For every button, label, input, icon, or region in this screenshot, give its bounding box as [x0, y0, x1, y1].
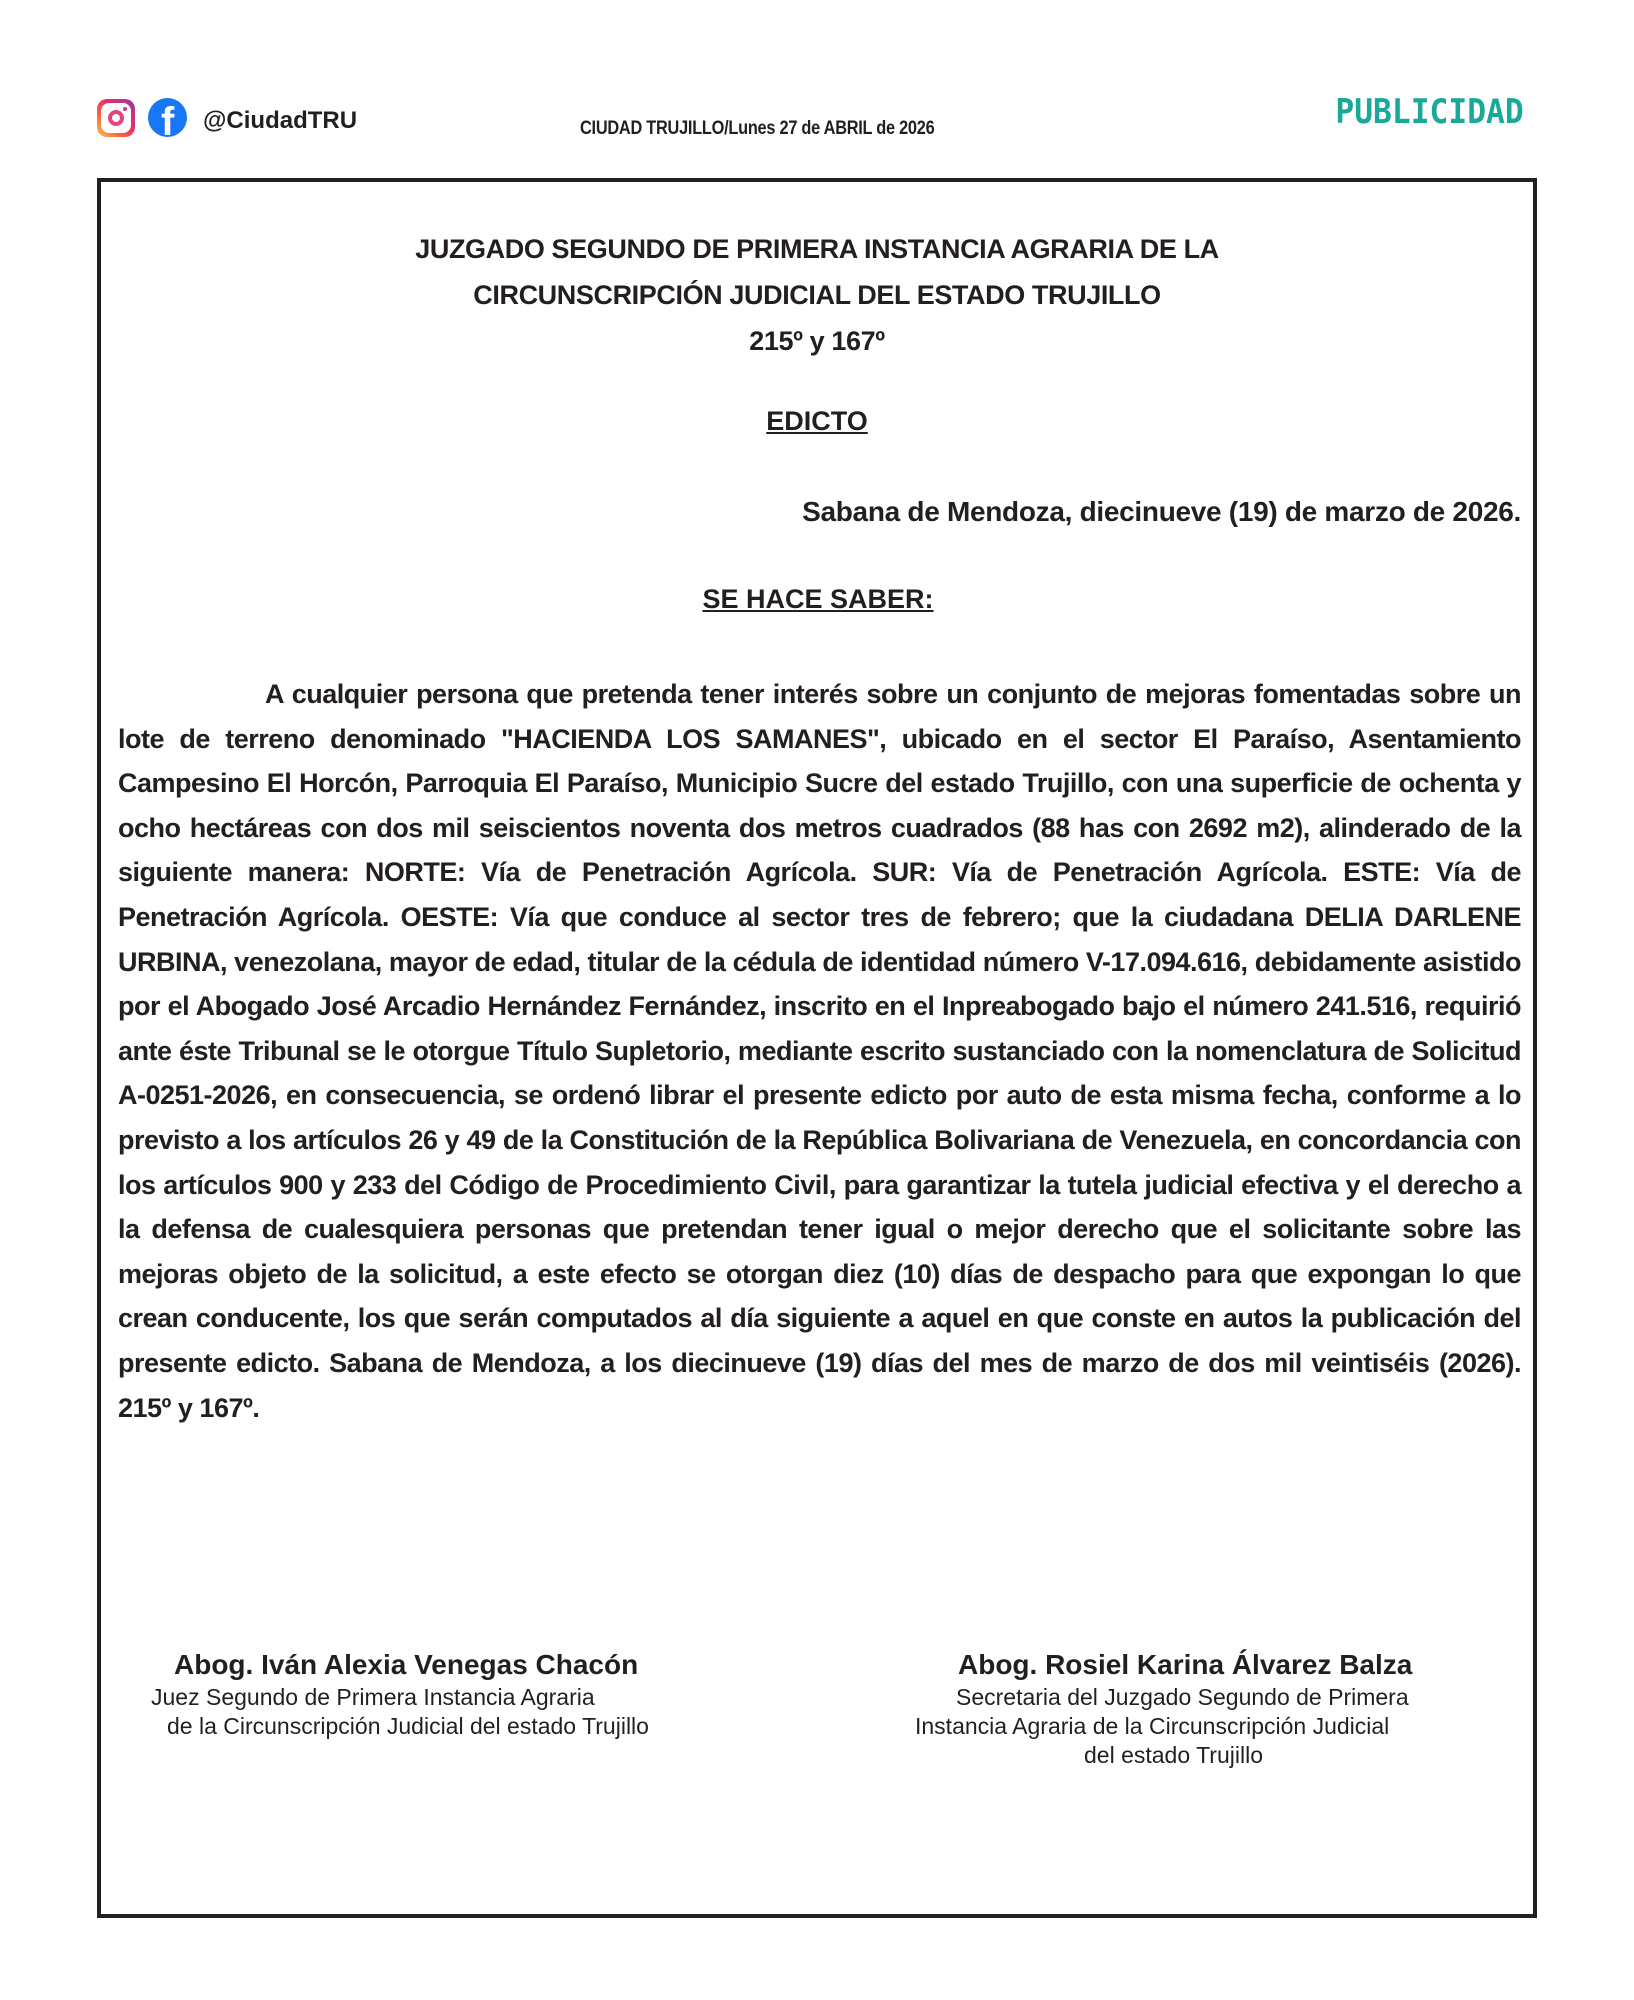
- social-handles: [97, 98, 357, 137]
- instagram-dot-glyph: [123, 107, 127, 111]
- court-title-line-1: JUZGADO SEGUNDO DE PRIMERA INSTANCIA AGRARIA DE LA: [415, 234, 1219, 264]
- signature-role-line: del estado Trujillo: [1084, 1742, 1263, 1768]
- signature-role: [115, 1683, 735, 1741]
- notice-subheading: SE HACE SABER:: [702, 584, 934, 614]
- signature-role-line: Instancia Agraria de la Circunscripción Judicial: [915, 1713, 1390, 1739]
- legal-notice-box: [97, 178, 1537, 1918]
- notice-body: A cualquier persona que pretenda tener interés sobre un conjunto de mejoras fomentadas sobre un lote de terreno denominado "HACIENDA LOS SAMANES", ubicado en el sector El Paraíso, Asentamiento Campesino El Horcón, Parroquia El Paraíso, Municipio Sucre del estado Trujillo, con una superficie de ochenta y ocho hectáreas con dos mil seiscientos noventa dos metros cuadrados (88 has con 2692 m2), alinderado de la siguiente manera: NORTE: Vía de Penetración Agrícola. SUR: Vía de Penetración Agrícola. ESTE: Vía de Penetración Agrícola. OESTE: Vía que conduce al sector tres de febrero; que la ciudadana DELIA DARLENE URBINA, venezolana, mayor de edad, titular de la cédula de identidad número V-17.094.616, debidamente asistido por el Abogado José Arcadio Hernández Fernández, inscrito en el Inpreabogado bajo el número 241.516, requirió ante éste Tribunal se le otorgue Título Supletorio, mediante escrito sustanciado con la nomenclatura de Solicitud A-0251-2026, en consecuencia, se ordenó librar el presente edicto por auto de esta misma fecha, conforme a lo previsto a los artículos 26 y 49 de la Constitución de la República Bolivariana de Venezuela, en concordancia con los artículos 900 y 233 del Código de Procedimiento Civil, para garantizar la tutela judicial efectiva y el derecho a la defensa de cualesquiera personas que pretendan tener igual o mejor derecho que el solicitante sobre las mejoras objeto de la solicitud, a este efecto se otorgan diez (10) días de despacho para que expongan lo que crean conducente, los que serán computados al día siguiente a aquel en que conste en autos la publicación del presente edicto. Sabana de Mendoza, a los diecinueve (19) días del mes de marzo de dos mil veintiséis (2026). 215º y 167º.: [118, 679, 1521, 1423]
- signature-role-line: Secretaria del Juzgado Segundo de Primera: [956, 1684, 1409, 1710]
- signature-role-line: de la Circunscripción Judicial del estado Trujillo: [167, 1713, 649, 1739]
- signature-judge: [115, 1647, 735, 1741]
- signature-role-line: Juez Segundo de Primera Instancia Agraria: [151, 1684, 595, 1710]
- court-title-years: 215º y 167º: [749, 326, 885, 356]
- place-date: Sabana de Mendoza, diecinueve (19) de marzo de 2026.: [802, 496, 1521, 527]
- signature-name: Abog. Rosiel Karina Álvarez Balza: [958, 1649, 1413, 1680]
- court-title-line-2: CIRCUNSCRIPCIÓN JUDICIAL DEL ESTADO TRUJILLO: [473, 280, 1161, 310]
- signature-secretary: [909, 1647, 1529, 1770]
- instagram-icon: [97, 99, 135, 137]
- signature-name: Abog. Iván Alexia Venegas Chacón: [174, 1649, 639, 1680]
- edict-heading: EDICTO: [766, 406, 868, 436]
- section-label: PUBLICIDAD: [1335, 92, 1524, 132]
- facebook-icon: [148, 98, 187, 137]
- social-handle: @CiudadTRU: [203, 106, 358, 134]
- court-title: [101, 226, 1533, 364]
- instagram-lens-glyph: [108, 110, 124, 126]
- facebook-f-glyph: f: [161, 100, 175, 137]
- newspaper-dateline: CIUDAD TRUJILLO/Lunes 27 de ABRIL de 2026: [580, 118, 935, 139]
- page-header: [0, 0, 1634, 170]
- signature-role: [909, 1683, 1529, 1770]
